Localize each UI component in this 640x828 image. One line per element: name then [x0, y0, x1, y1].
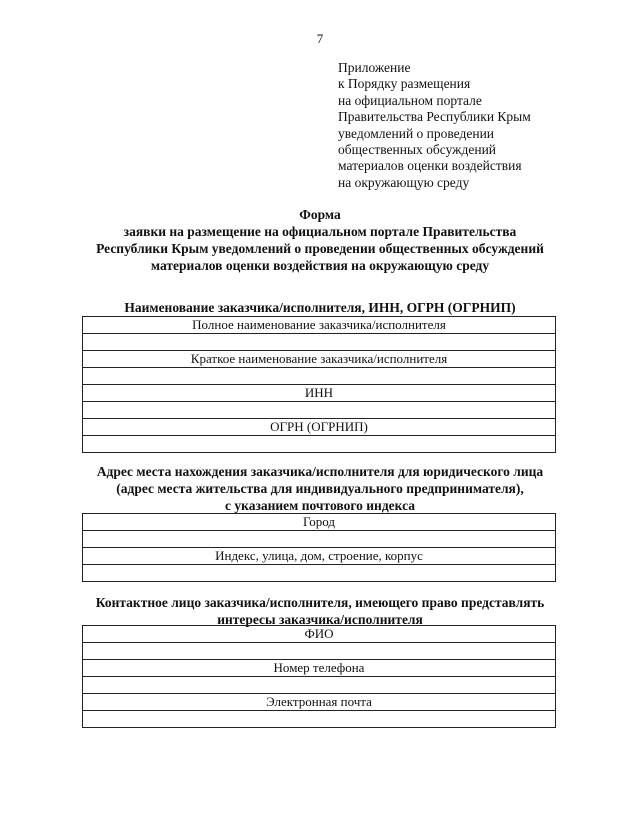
appendix-line: общественных обсуждений	[338, 142, 497, 158]
section-title-address	[0, 463, 640, 514]
field-label-phone: Номер телефона	[82, 660, 556, 677]
address-table	[82, 513, 556, 582]
field-value-full-name[interactable]	[82, 334, 556, 351]
customer-table	[82, 316, 556, 453]
field-value-fio[interactable]	[82, 643, 556, 660]
section-title-customer	[0, 299, 640, 316]
page-number: 7	[316, 31, 324, 46]
section-title-line: (адрес места жительства для индивидуального предпринимателя),	[116, 481, 524, 496]
field-label-email: Электронная почта	[82, 694, 556, 711]
section-title-contact	[0, 594, 640, 628]
form-subtitle-line: заявки на размещение на официальном портале Правительства	[123, 224, 517, 239]
contact-table	[82, 625, 556, 728]
field-label-city: Город	[82, 514, 556, 531]
appendix-line: Правительства Республики Крым	[338, 109, 531, 125]
field-value-phone[interactable]	[82, 677, 556, 694]
appendix-note	[338, 60, 628, 191]
field-value-short-name[interactable]	[82, 368, 556, 385]
section-title-line: интересы заказчика/исполнителя	[217, 612, 423, 627]
field-label-ogrn: ОГРН (ОГРНИП)	[82, 419, 556, 436]
form-heading	[0, 206, 640, 274]
section-title-line: с указанием почтового индекса	[225, 498, 415, 513]
form-title: Форма	[299, 207, 341, 222]
field-value-inn[interactable]	[82, 402, 556, 419]
field-value-email[interactable]	[82, 711, 556, 728]
appendix-line: материалов оценки воздействия	[338, 158, 522, 174]
appendix-line: Приложение	[338, 60, 411, 75]
field-value-ogrn[interactable]	[82, 436, 556, 453]
section-title-line: Наименование заказчика/исполнителя, ИНН, ОГРН (ОГРНИП)	[124, 300, 516, 315]
appendix-line: к Порядку размещения	[338, 76, 471, 92]
field-label-short-name: Краткое наименование заказчика/исполнителя	[82, 351, 556, 368]
form-subtitle-line: Республики Крым уведомлений о проведении общественных обсуждений	[96, 241, 544, 256]
appendix-line: уведомлений о проведении	[338, 125, 495, 141]
field-label-full-name: Полное наименование заказчика/исполнителя	[82, 317, 556, 334]
section-title-line: Адрес места нахождения заказчика/исполнителя для юридического лица	[96, 464, 544, 479]
field-label-street: Индекс, улица, дом, строение, корпус	[82, 548, 556, 565]
section-title-line: Контактное лицо заказчика/исполнителя, имеющего право представлять	[95, 595, 545, 610]
field-label-inn: ИНН	[82, 385, 556, 402]
field-value-street[interactable]	[82, 565, 556, 582]
field-label-fio: ФИО	[82, 626, 556, 643]
appendix-line: на официальном портале	[338, 92, 482, 108]
appendix-line: на окружающую среду	[338, 174, 470, 190]
form-subtitle-line: материалов оценки воздействия на окружающую среду	[150, 258, 490, 273]
field-value-city[interactable]	[82, 531, 556, 548]
